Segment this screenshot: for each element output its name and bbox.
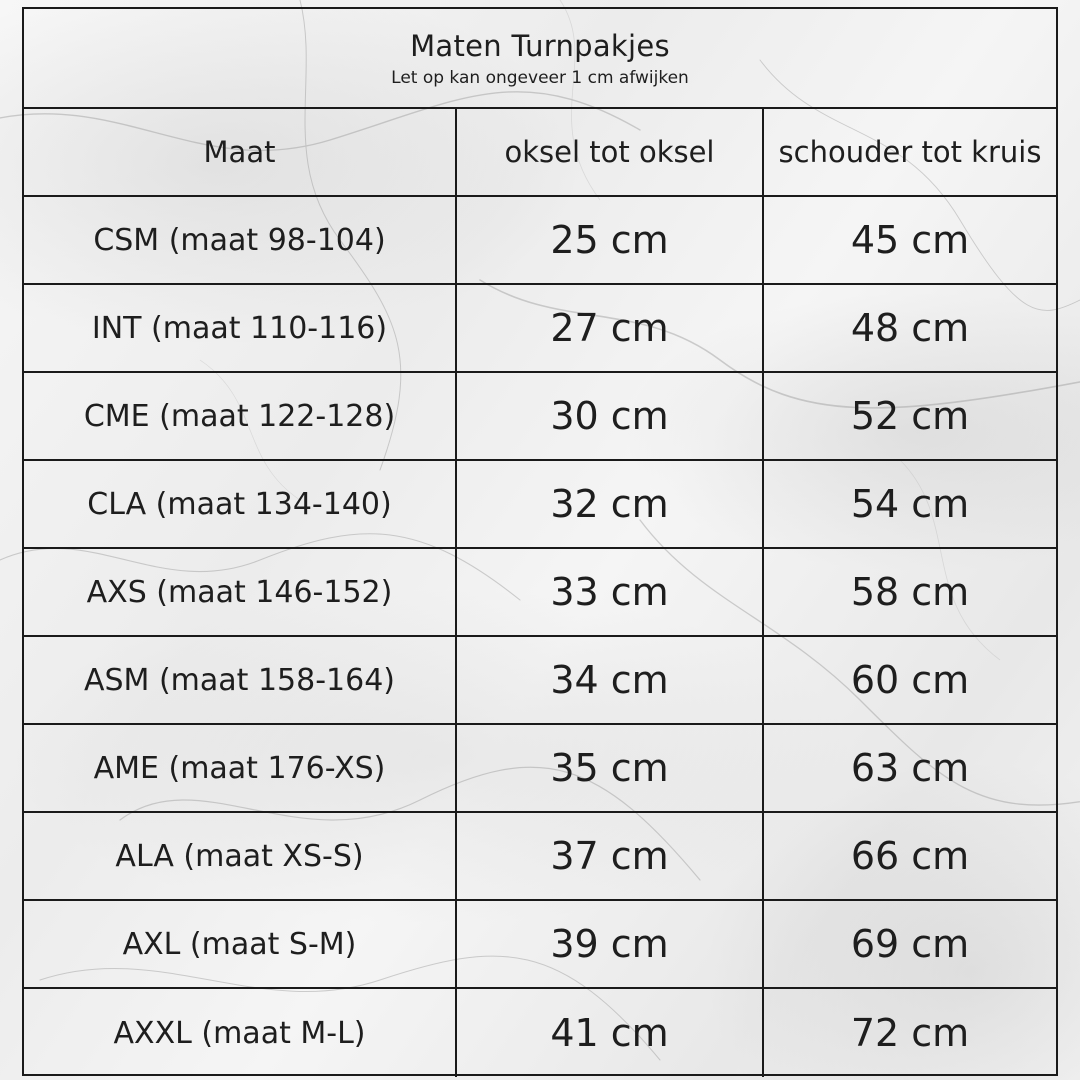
size-cell: ALA (maat XS-S)	[24, 813, 457, 901]
shoulder-crotch-value-cell: 45 cm	[764, 197, 1056, 285]
shoulder-crotch-value-cell: 54 cm	[764, 461, 1056, 549]
chart-title: Maten Turnpakjes	[410, 28, 670, 63]
column-header-shoulder-crotch: schouder tot kruis	[764, 109, 1056, 197]
size-cell: ASM (maat 158-164)	[24, 637, 457, 725]
shoulder-crotch-value-cell: 52 cm	[764, 373, 1056, 461]
armpit-value-cell: 25 cm	[457, 197, 764, 285]
shoulder-crotch-value-cell: 69 cm	[764, 901, 1056, 989]
size-cell: AXXL (maat M-L)	[24, 989, 457, 1077]
shoulder-crotch-value-cell: 58 cm	[764, 549, 1056, 637]
size-cell: INT (maat 110-116)	[24, 285, 457, 373]
size-cell: CSM (maat 98-104)	[24, 197, 457, 285]
size-cell: AXS (maat 146-152)	[24, 549, 457, 637]
shoulder-crotch-value-cell: 60 cm	[764, 637, 1056, 725]
size-grid	[24, 109, 1056, 1077]
armpit-value-cell: 32 cm	[457, 461, 764, 549]
armpit-value-cell: 33 cm	[457, 549, 764, 637]
armpit-value-cell: 35 cm	[457, 725, 764, 813]
table-header-block	[24, 9, 1056, 109]
armpit-value-cell: 34 cm	[457, 637, 764, 725]
column-header-size: Maat	[24, 109, 457, 197]
shoulder-crotch-value-cell: 72 cm	[850, 1011, 970, 1055]
shoulder-crotch-value-cell: 63 cm	[764, 725, 1056, 813]
shoulder-crotch-value-cell: 66 cm	[764, 813, 1056, 901]
shoulder-crotch-value-cell: 48 cm	[764, 285, 1056, 373]
size-cell: AME (maat 176-XS)	[24, 725, 457, 813]
armpit-value-cell: 39 cm	[457, 901, 764, 989]
size-cell: CME (maat 122-128)	[24, 373, 457, 461]
armpit-value-cell: 37 cm	[457, 813, 764, 901]
armpit-value-cell: 27 cm	[457, 285, 764, 373]
column-header-armpit: oksel tot oksel	[457, 109, 764, 197]
size-cell: CLA (maat 134-140)	[24, 461, 457, 549]
size-cell: AXL (maat S-M)	[24, 901, 457, 989]
chart-subtitle: Let op kan ongeveer 1 cm afwijken	[391, 67, 689, 88]
armpit-value-cell: 30 cm	[457, 373, 764, 461]
armpit-value-cell: 41 cm	[457, 989, 764, 1077]
size-chart-table	[22, 7, 1058, 1076]
